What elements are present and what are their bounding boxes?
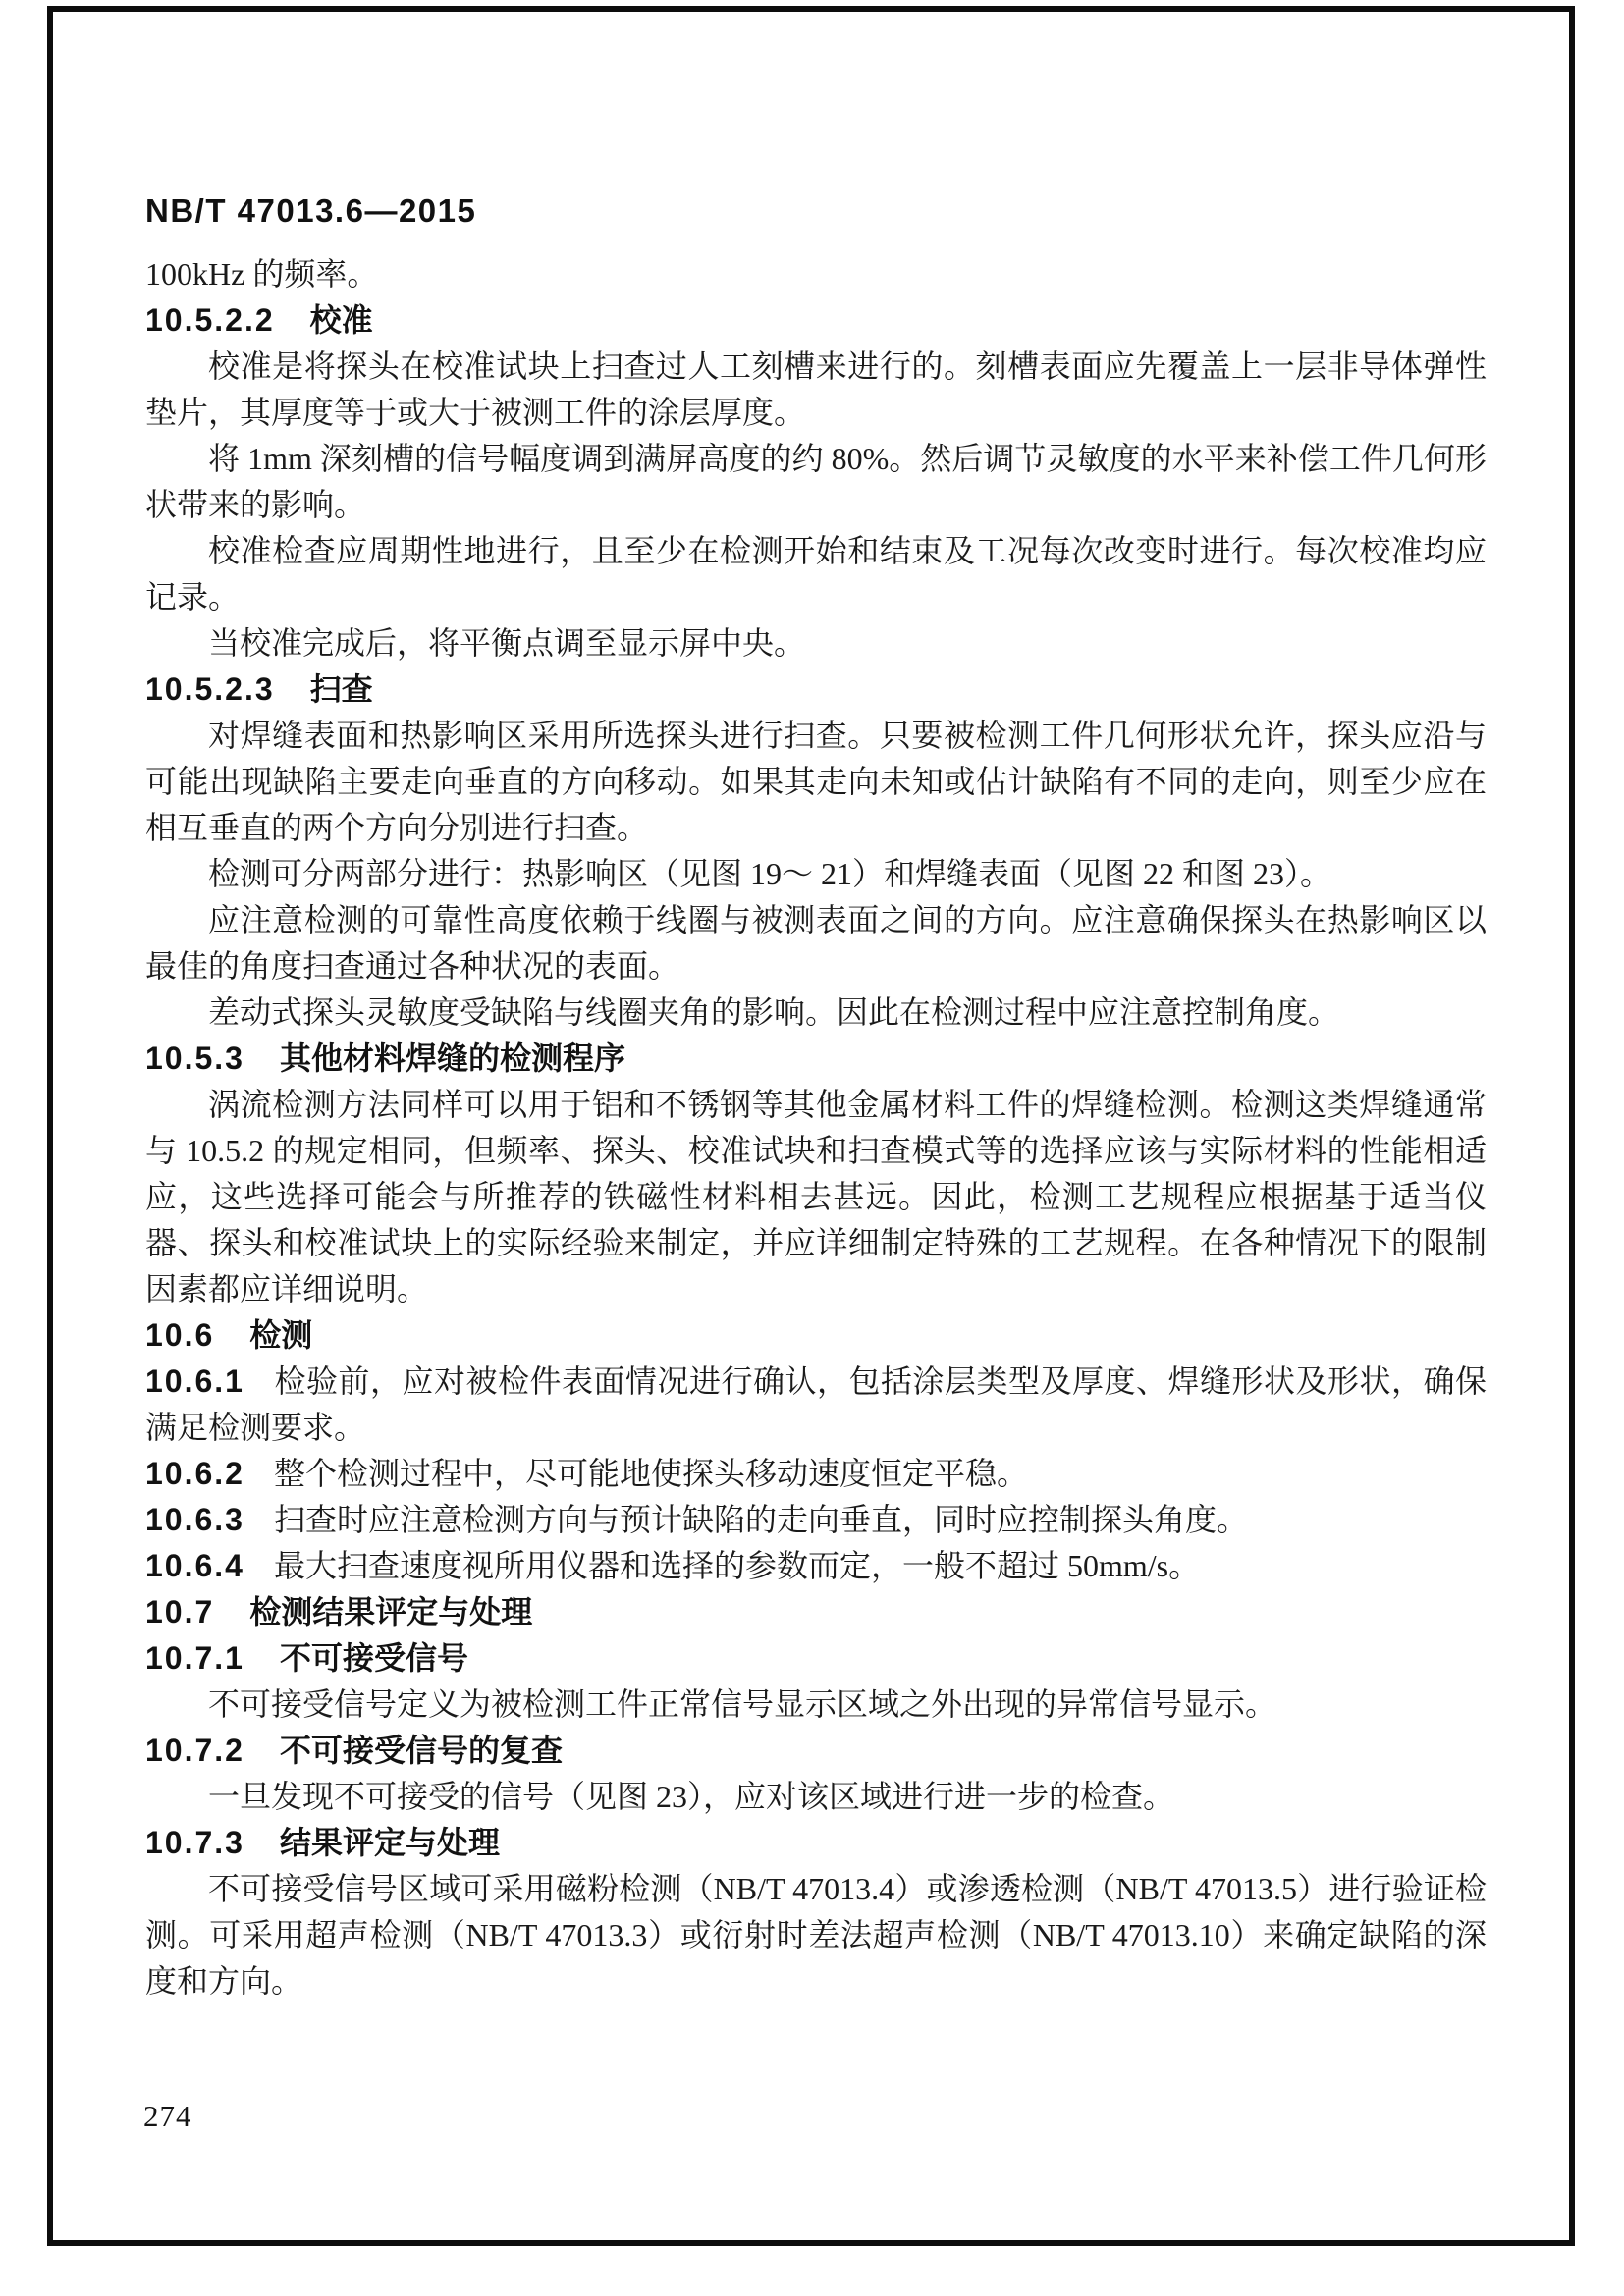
clause-text: 检测结果评定与处理 (249, 1594, 533, 1629)
section-heading (145, 1589, 1487, 1635)
clause-number: 10.7.2 (145, 1733, 244, 1768)
section-heading (145, 1728, 1487, 1774)
section-heading (145, 667, 1487, 713)
clause-number: 10.6 (145, 1317, 215, 1353)
paragraph: 涡流检测方法同样可以用于铝和不锈钢等其他金属材料工件的焊缝检测。检测这类焊缝通常与 10.5.2 的规定相同，但频率、探头、校准试块和扫查模式等的选择应该与实际材料的性能相适应，这些选择可能会与所推荐的铁磁性材料相去甚远。因此，检测工艺规程应根据基于适当仪器、探头和校准试块上的实际经验来制定，并应详细制定特殊的工艺规程。在各种情况下的限制因素都应详细说明。 (145, 1087, 1487, 1307)
paragraph: 不可接受信号区域可采用磁粉检测（NB/T 47013.4）或渗透检测（NB/T 47013.5）进行验证检测。可采用超声检测（NB/T 47013.3）或衍射时差法超声检测（NB/T 47013.10）来确定缺陷的深度和方向。 (145, 1871, 1487, 1999)
paragraph: 应注意检测的可靠性高度依赖于线圈与被测表面之间的方向。应注意确保探头在热影响区以最佳的角度扫查通过各种状况的表面。 (145, 902, 1487, 984)
section-heading (145, 297, 1487, 344)
clause-text: 扫查 (309, 671, 373, 707)
clause-number: 10.5.3 (145, 1041, 244, 1076)
clause-number: 10.6.4 (145, 1548, 244, 1583)
section-heading (145, 1312, 1487, 1359)
clause-number: 10.6.1 (145, 1363, 244, 1399)
clause-text: 不可接受信号 (279, 1640, 468, 1676)
paragraph: 校准检查应周期性地进行，且至少在检测开始和结束及工况每次改变时进行。每次校准均应记录。 (145, 533, 1487, 614)
clause-text: 整个检测过程中，尽可能地使探头移动速度恒定平稳。 (273, 1456, 1028, 1491)
paragraph: 一旦发现不可接受的信号（见图 23），应对该区域进行进一步的检查。 (208, 1779, 1175, 1814)
clause-text: 检验前，应对被检件表面情况进行确认，包括涂层类型及厚度、焊缝形状及形状，确保满足检测要求。 (145, 1363, 1487, 1445)
paragraph: 100kHz 的频率。 (145, 256, 379, 292)
paragraph: 校准是将探头在校准试块上扫查过人工刻槽来进行的。刻槽表面应先覆盖上一层非导体弹性垫片，其厚度等于或大于被测工件的涂层厚度。 (145, 348, 1487, 430)
clause-number: 10.7.1 (145, 1640, 244, 1676)
paragraph (145, 1451, 1487, 1497)
page-number: 274 (143, 2099, 192, 2133)
clause-number: 10.7 (145, 1594, 215, 1629)
paragraph (145, 1359, 1487, 1451)
document-body (145, 251, 1487, 2004)
clause-text: 校准 (309, 302, 373, 338)
paragraph: 当校准完成后，将平衡点调至显示屏中央。 (208, 625, 806, 661)
clause-number: 10.6.3 (145, 1502, 244, 1537)
section-heading (145, 1635, 1487, 1682)
clause-text: 检测 (249, 1317, 313, 1353)
paragraph: 将 1mm 深刻槽的信号幅度调到满屏高度的约 80%。然后调节灵敏度的水平来补偿工件几何形状带来的影响。 (145, 441, 1487, 522)
clause-text: 不可接受信号的复查 (279, 1733, 563, 1768)
clause-text: 其他材料焊缝的检测程序 (279, 1041, 625, 1076)
section-heading (145, 1820, 1487, 1866)
standard-number-header: NB/T 47013.6—2015 (145, 192, 477, 229)
paragraph (145, 1497, 1487, 1543)
paragraph: 差动式探头灵敏度受缺陷与线圈夹角的影响。因此在检测过程中应注意控制角度。 (208, 994, 1340, 1030)
clause-number: 10.7.3 (145, 1825, 244, 1860)
paragraph (145, 1543, 1487, 1589)
clause-number: 10.5.2.2 (145, 302, 275, 338)
paragraph: 不可接受信号定义为被检测工件正常信号显示区域之外出现的异常信号显示。 (208, 1686, 1277, 1722)
paragraph: 对焊缝表面和热影响区采用所选探头进行扫查。只要被检测工件几何形状允许，探头应沿与可能出现缺陷主要走向垂直的方向移动。如果其走向未知或估计缺陷有不同的走向，则至少应在相互垂直的两个方向分别进行扫查。 (145, 718, 1487, 845)
clause-number: 10.5.2.3 (145, 671, 275, 707)
clause-text: 扫查时应注意检测方向与预计缺陷的走向垂直，同时应控制探头角度。 (273, 1502, 1248, 1537)
paragraph: 检测可分两部分进行：热影响区（见图 19～ 21）和焊缝表面（见图 22 和图 23）。 (208, 856, 1332, 891)
clause-text: 结果评定与处理 (279, 1825, 500, 1860)
clause-number: 10.6.2 (145, 1456, 244, 1491)
clause-text: 最大扫查速度视所用仪器和选择的参数而定，一般不超过 50mm/s。 (273, 1548, 1201, 1583)
section-heading (145, 1036, 1487, 1082)
